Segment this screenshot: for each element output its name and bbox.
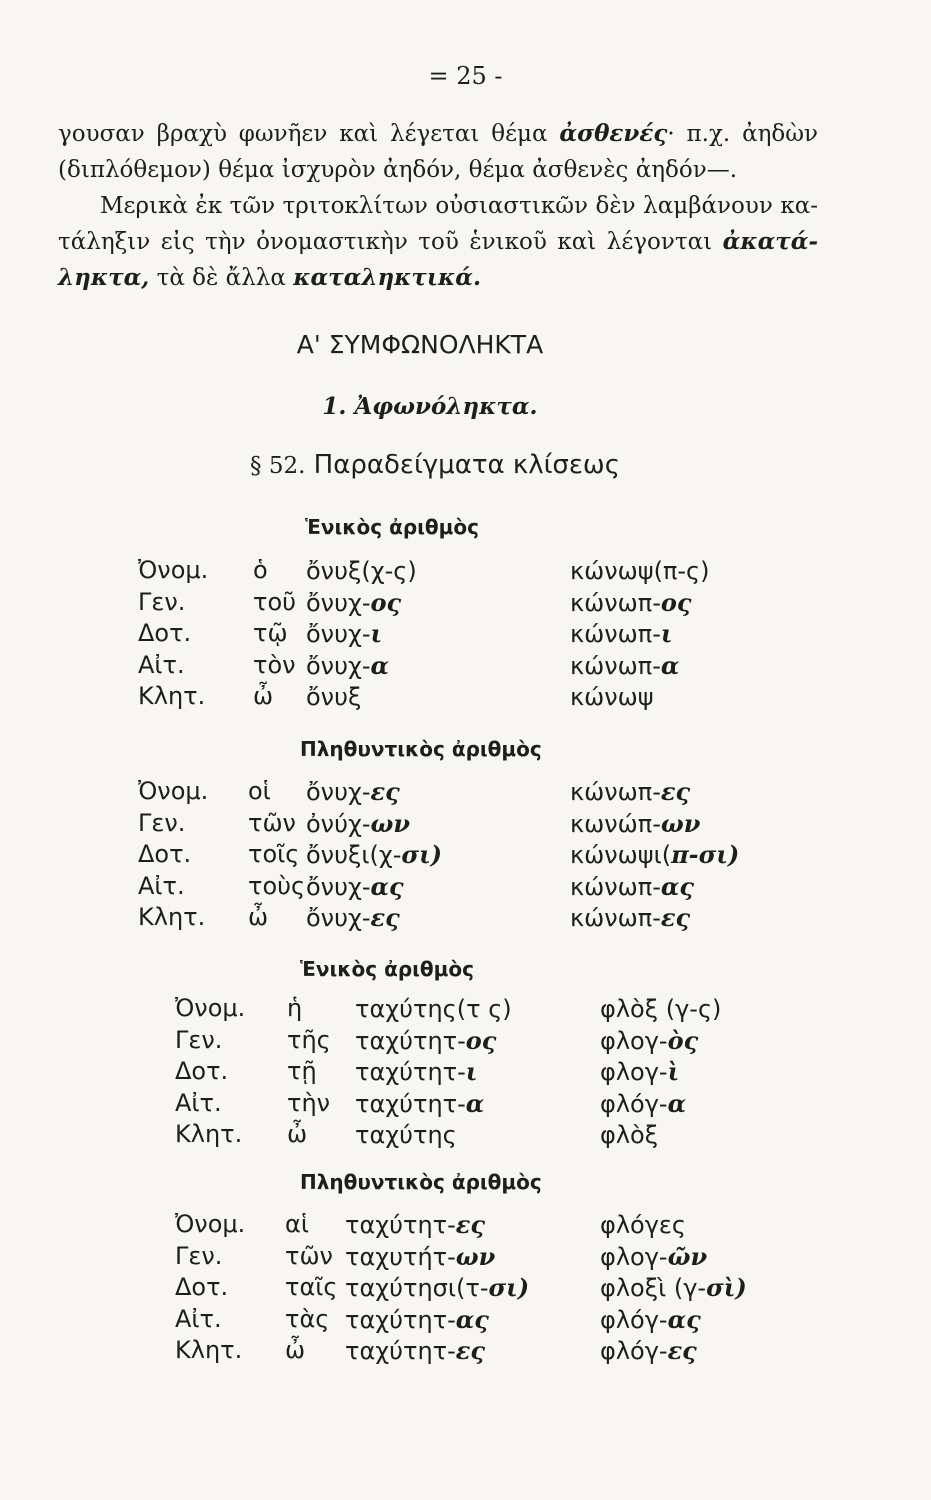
word-form: φλόγ-ες	[600, 1336, 697, 1365]
article: τὸν	[253, 650, 296, 679]
word-form: ὄνυχ-ας	[306, 871, 404, 901]
word-form: ὄνυξι(χ-σι)	[306, 840, 443, 869]
article: τὴν	[287, 1088, 331, 1117]
case-label: Αἰτ.	[138, 871, 185, 900]
article: τῷ	[253, 619, 288, 647]
word-form: κώνωπ-ας	[570, 871, 694, 901]
case-label: Ὀνομ.	[175, 1210, 246, 1238]
word-form: κώνωπ-α	[570, 650, 680, 680]
word-form: φλοξὶ (γ-σὶ)	[600, 1273, 747, 1302]
case-label: Κλητ.	[138, 903, 206, 931]
word-form: κώνωψι(π-σι)	[570, 840, 740, 869]
article: ὦ	[285, 1336, 306, 1364]
word-form: ταχύτητ-α	[355, 1088, 485, 1118]
article: ὦ	[287, 1120, 308, 1148]
case-label: Δοτ.	[138, 840, 192, 868]
word-form: φλογ-ὶ	[600, 1057, 680, 1086]
case-label: Δοτ.	[175, 1057, 229, 1085]
word-form: ὄνυχ-ες	[306, 903, 400, 932]
word-form: φλόγ-ας	[600, 1304, 701, 1334]
word-form: ὀνύχ-ων	[306, 808, 411, 838]
case-label: Γεν.	[175, 1025, 223, 1054]
word-form: φλογ-ῶν	[600, 1241, 708, 1271]
case-label: Ὀνομ.	[175, 994, 246, 1022]
article: τοῦ	[253, 587, 297, 616]
word-form: ταχύτητ-ας	[345, 1304, 489, 1334]
word-form: ὄνυχ-α	[306, 650, 389, 680]
word-form: ὄνυξ(χ-ς)	[306, 557, 417, 585]
table-title: Ἑνικὸς ἀριθμὸς	[305, 515, 479, 539]
article: αἱ	[285, 1210, 309, 1238]
article: ἡ	[287, 994, 303, 1022]
case-label: Κλητ.	[175, 1120, 243, 1148]
word-form: κωνώπ-ων	[570, 808, 701, 838]
word-form: φλογ-ὸς	[600, 1025, 699, 1055]
case-label: Αἰτ.	[138, 650, 185, 679]
case-label: Αἰτ.	[175, 1304, 222, 1333]
case-label: Αἰτ.	[175, 1088, 222, 1117]
intro-line: ληκτα, τὰ δὲ ἄλλα καταληκτικά.	[58, 264, 481, 291]
case-label: Ὀνομ.	[138, 556, 209, 584]
article: οἱ	[248, 777, 271, 805]
section-number: § 52.	[250, 453, 306, 479]
case-label: Κλητ.	[138, 682, 206, 710]
article: τοὺς	[248, 871, 306, 900]
article: ταῖς	[285, 1273, 338, 1301]
word-form: φλὸξ (γ-ς)	[600, 995, 722, 1023]
page-number: = 25 -	[428, 62, 503, 90]
article: τῶν	[248, 808, 296, 837]
case-label: Ὀνομ.	[138, 777, 209, 805]
case-label: Δοτ.	[175, 1273, 229, 1301]
subchapter-heading: 1. Ἀφωνόληκτα.	[322, 393, 538, 420]
word-form: φλόγες	[600, 1211, 686, 1239]
case-label: Γεν.	[138, 587, 186, 616]
section-heading	[0, 450, 870, 480]
article: ὦ	[253, 682, 274, 710]
word-form: ὄνυχ-ι	[306, 619, 383, 648]
table-title: Πληθυντικὸς ἀριθμὸς	[300, 737, 542, 761]
intro-line: τάληξιν εἰς τὴν ὀνομαστικὴν τοῦ ἑνικοῦ καὶ λέγονται ἀκατά-	[58, 228, 818, 255]
case-label: Γεν.	[138, 808, 186, 837]
word-form: ταχυτήτ-ων	[345, 1241, 496, 1271]
word-form: κώνωψ	[570, 683, 654, 711]
word-form: κώνωπ-ες	[570, 777, 691, 806]
case-label: Κλητ.	[175, 1336, 243, 1364]
section-title: Παραδείγματα κλίσεως	[313, 450, 620, 480]
word-form: κώνωψ(π-ς)	[570, 557, 710, 585]
word-form: ταχύτητ-ος	[355, 1025, 497, 1055]
word-form: ταχύτης	[355, 1121, 457, 1149]
word-form: ταχύτητ-ι	[355, 1057, 478, 1086]
article: ὁ	[253, 556, 268, 584]
table-title: Πληθυντικὸς ἀριθμὸς	[300, 1170, 542, 1194]
word-form: ὄνυχ-ος	[306, 587, 402, 617]
intro-line: γουσαν βραχὺ φωνῆεν καὶ λέγεται θέμα ἀσθενές· π.χ. ἀηδὼν	[58, 120, 818, 147]
table-title: Ἑνικὸς ἀριθμὸς	[300, 957, 474, 981]
article: τῇ	[287, 1057, 317, 1085]
word-form: κώνωπ-ι	[570, 619, 673, 648]
article: ὦ	[248, 903, 269, 931]
case-label: Γεν.	[175, 1241, 223, 1270]
word-form: ὄνυξ	[306, 683, 362, 711]
chapter-heading: Α' ΣΥΜΦΩΝΟΛΗΚΤΑ	[296, 330, 544, 359]
word-form: ταχύτης(τ ς)	[355, 995, 512, 1023]
word-form: ταχύτησι(τ-σι)	[345, 1273, 530, 1302]
intro-line: Μερικὰ ἐκ τῶν τριτοκλίτων οὐσιαστικῶν δὲν λαμβάνουν κα-	[100, 193, 818, 219]
word-form: φλὸξ	[600, 1121, 659, 1149]
word-form: φλόγ-α	[600, 1088, 687, 1118]
article: τῆς	[287, 1025, 331, 1054]
word-form: ταχύτητ-ες	[345, 1336, 485, 1365]
word-form: κώνωπ-ος	[570, 587, 692, 617]
article: τῶν	[285, 1241, 333, 1270]
word-form: κώνωπ-ες	[570, 903, 691, 932]
article: τὰς	[285, 1304, 330, 1333]
intro-paragraph	[58, 116, 818, 296]
word-form: ὄνυχ-ες	[306, 777, 400, 806]
intro-line: (διπλόθεμον) θέμα ἰσχυρὸν ἀηδόν, θέμα ἀσθενὲς ἀηδόν—.	[58, 157, 738, 183]
word-form: ταχύτητ-ες	[345, 1210, 485, 1239]
article: τοῖς	[248, 840, 300, 868]
case-label: Δοτ.	[138, 619, 192, 647]
